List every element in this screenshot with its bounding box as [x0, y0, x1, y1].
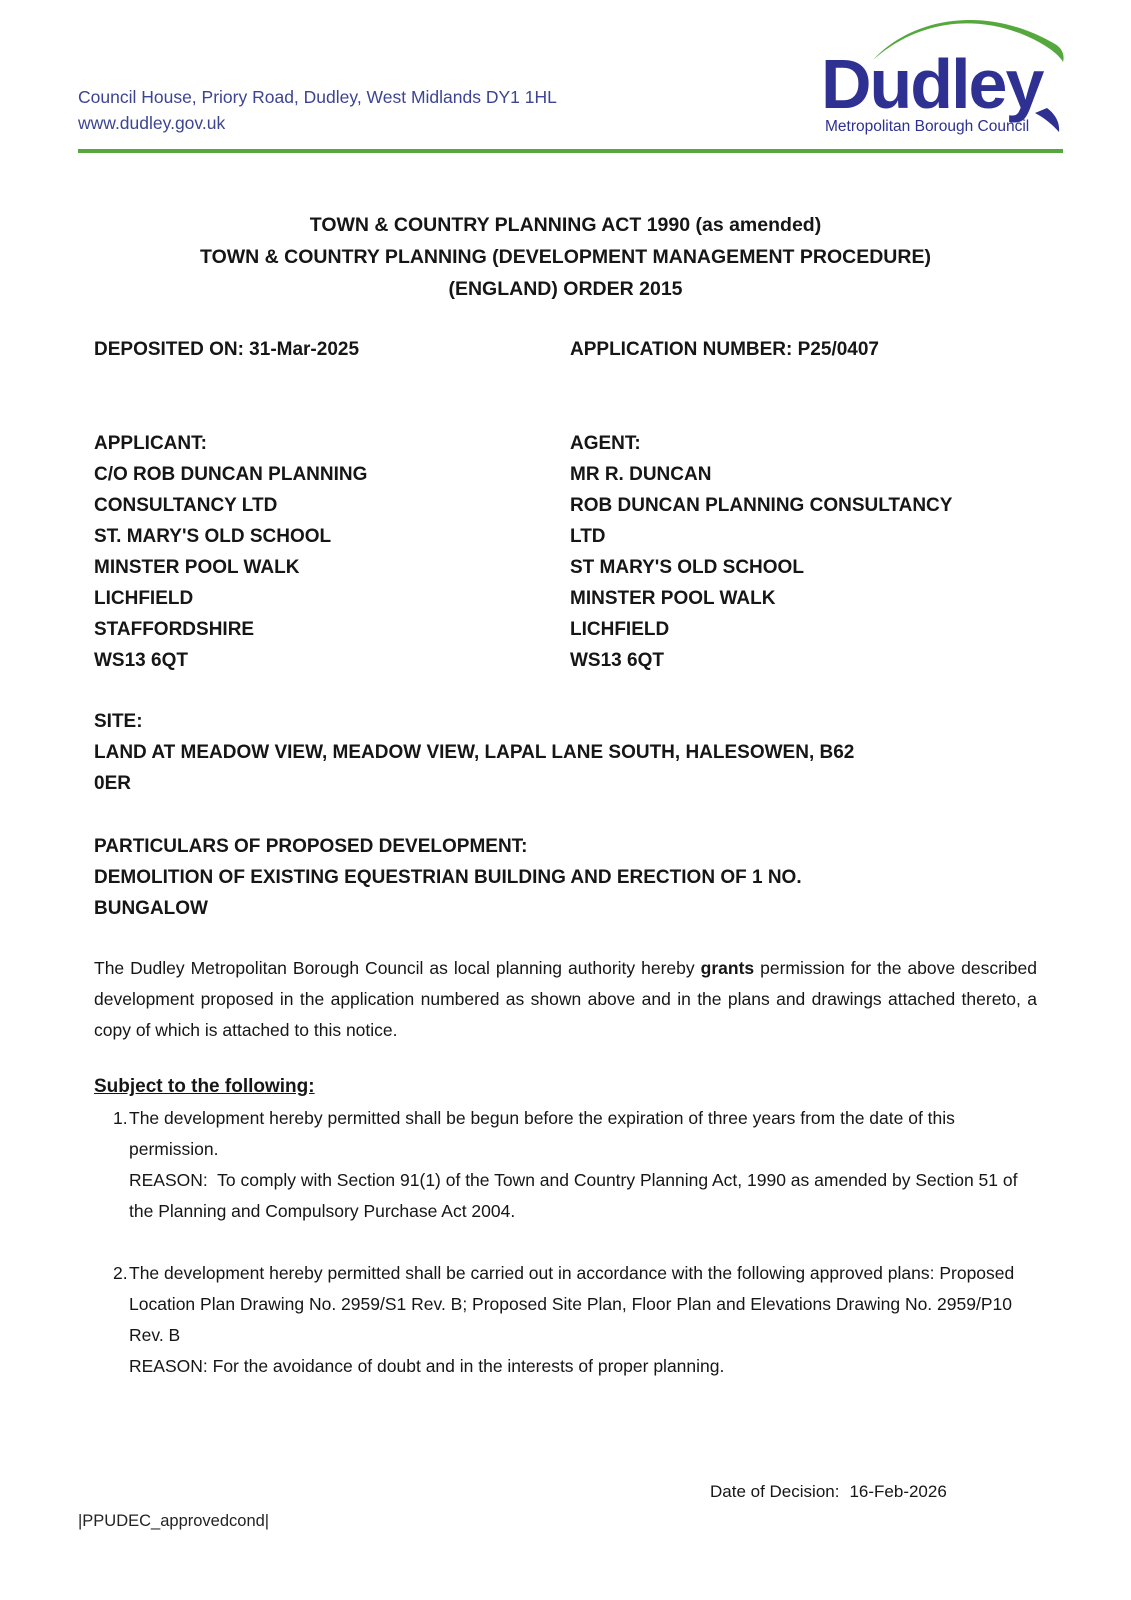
council-website-url: www.dudley.gov.uk — [78, 113, 226, 133]
condition-item — [94, 1103, 1037, 1227]
agent-line: ST MARY'S OLD SCHOOL — [570, 557, 804, 578]
address-line: Council House, Priory Road, Dudley, West Midlands DY1 1HL — [78, 87, 557, 107]
condition-text: The development hereby permitted shall be begun before the expiration of three years from the date of this permission. — [129, 1108, 955, 1159]
decision-text-after: permission for the above described development proposed in the application numbered as shown above and in the plans and drawings attached thereto, a copy of which is attached to this notice. — [94, 958, 1037, 1040]
title-line: (ENGLAND) ORDER 2015 — [448, 278, 683, 300]
document-code: |PPUDEC_approvedcond| — [78, 1512, 270, 1530]
deposited-on: DEPOSITED ON: 31-Mar-2025 — [94, 339, 360, 360]
agent-block — [570, 428, 1037, 676]
header-divider — [78, 149, 1063, 153]
logo-wordmark: Dudley — [821, 45, 1043, 123]
date-of-decision — [710, 1481, 947, 1503]
decision-text-before: The Dudley Metropolitan Borough Council as local planning authority hereby — [94, 958, 701, 978]
conditions-heading: Subject to the following: — [94, 1076, 315, 1097]
document-body — [0, 209, 1131, 1382]
page-header — [0, 0, 1131, 149]
agent-line: MR R. DUNCAN — [570, 464, 712, 485]
applicant-block — [94, 428, 570, 676]
applicant-line: STAFFORDSHIRE — [94, 619, 255, 640]
agent-line: ROB DUNCAN PLANNING CONSULTANCY — [570, 495, 953, 516]
condition-body — [129, 1258, 1037, 1382]
agent-line: LTD — [570, 526, 606, 547]
condition-reason: REASON: To comply with Section 91(1) of the Town and Country Planning Act, 1990 as amended by Section 51 of the Planning and Compulsory Purchase Act 2004. — [129, 1170, 1023, 1221]
condition-reason: REASON: For the avoidance of doubt and in the interests of proper planning. — [129, 1356, 725, 1376]
decision-grants-word: grants — [700, 958, 755, 978]
agent-line: WS13 6QT — [570, 650, 664, 671]
applicant-line: ST. MARY'S OLD SCHOOL — [94, 526, 332, 547]
applicant-line: MINSTER POOL WALK — [94, 557, 300, 578]
title-line: TOWN & COUNTRY PLANNING (DEVELOPMENT MANAGEMENT PROCEDURE) — [200, 246, 931, 268]
particulars-label: PARTICULARS OF PROPOSED DEVELOPMENT: — [94, 836, 528, 857]
date-of-decision-label: Date of Decision: — [710, 1482, 840, 1501]
site-address-line: 0ER — [94, 773, 131, 794]
title-line: TOWN & COUNTRY PLANNING ACT 1990 (as amended) — [309, 214, 822, 236]
site-label: SITE: — [94, 711, 143, 732]
conditions-list — [94, 1103, 1037, 1382]
condition-body — [129, 1103, 1037, 1227]
decision-paragraph — [94, 953, 1037, 1046]
dudley-council-logo — [821, 8, 1071, 140]
parties-section — [94, 428, 1037, 676]
site-section — [94, 706, 1037, 799]
date-of-decision-value: 16-Feb-2026 — [849, 1482, 947, 1501]
applicant-line: CONSULTANCY LTD — [94, 495, 278, 516]
particulars-line: DEMOLITION OF EXISTING EQUESTRIAN BUILDING AND ERECTION OF 1 NO. — [94, 867, 802, 888]
application-number: APPLICATION NUMBER: P25/0407 — [570, 339, 879, 360]
applicant-label: APPLICANT: — [94, 433, 207, 454]
document-title — [94, 209, 1037, 305]
condition-number: 1. — [113, 1108, 128, 1128]
condition-text: The development hereby permitted shall be carried out in accordance with the following approved plans: Proposed Location Plan Drawing No. 2959/S1 Rev. B; Proposed Site Plan, Floor Plan and Elevations Drawing No. 2959/P10 Rev. B — [129, 1263, 1015, 1345]
site-address-line: LAND AT MEADOW VIEW, MEADOW VIEW, LAPAL LANE SOUTH, HALESOWEN, B62 — [94, 742, 855, 763]
condition-number: 2. — [113, 1263, 128, 1283]
particulars-line: BUNGALOW — [94, 898, 208, 919]
applicant-line: WS13 6QT — [94, 650, 188, 671]
condition-item — [94, 1258, 1037, 1382]
particulars-section — [94, 831, 1037, 924]
agent-label: AGENT: — [570, 433, 641, 454]
agent-line: LICHFIELD — [570, 619, 670, 640]
agent-line: MINSTER POOL WALK — [570, 588, 776, 609]
logo-subtitle: Metropolitan Borough Council — [825, 118, 1030, 135]
applicant-line: LICHFIELD — [94, 588, 194, 609]
meta-row — [94, 338, 1037, 362]
applicant-line: C/O ROB DUNCAN PLANNING — [94, 464, 368, 485]
